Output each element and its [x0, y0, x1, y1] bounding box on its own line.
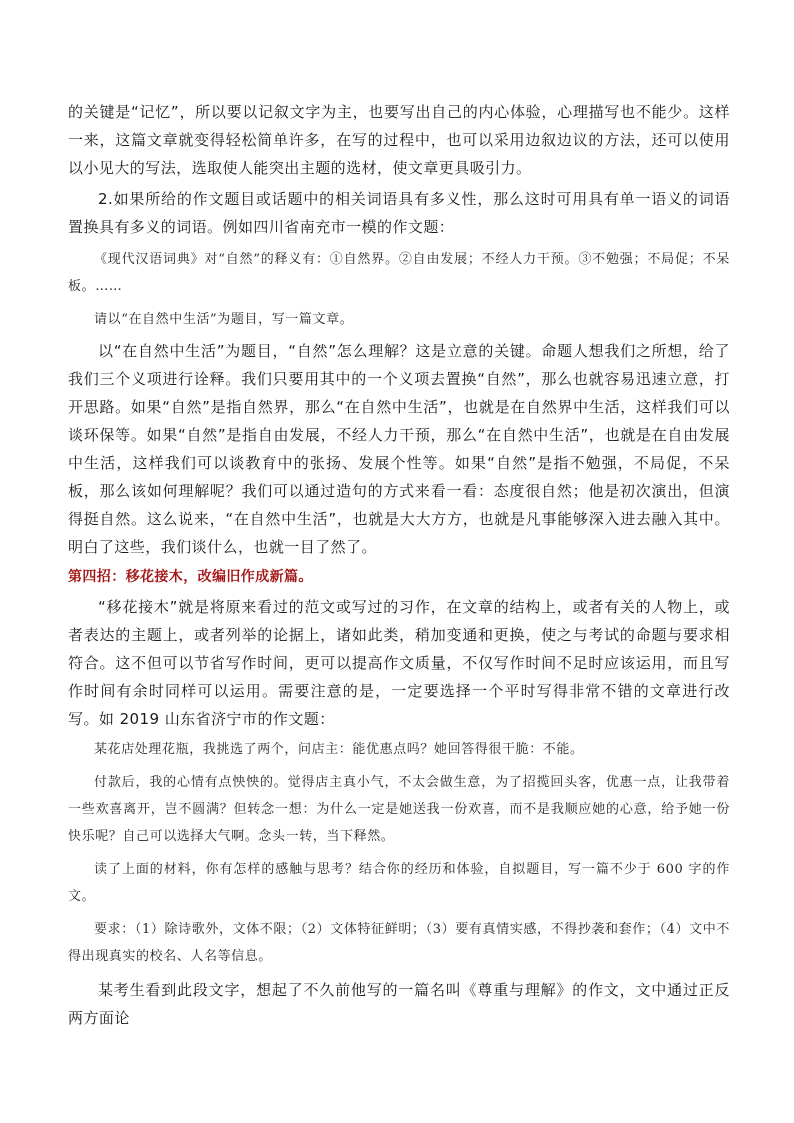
quote-essay-requirements: 要求：（1）除诗歌外，文体不限；（2）文体特征鲜明；（3）要有真情实感，不得抄袭和套作；（4）文中不得出现真实的校名、人名等信息。	[68, 922, 730, 964]
document-body	[68, 98, 730, 1032]
quote-flower-shop-1: 某花店处理花瓶，我挑选了两个，问店主：能优惠点吗？她回答得很干脆：不能。	[94, 742, 584, 757]
paragraph-student-example: 某考生看到此段文字，想起了不久前他写的一篇名叫《尊重与理解》的作文，文中通过正反两方面论	[68, 981, 730, 1027]
section-heading-fourth-trick: 第四招：移花接木，改编旧作成新篇。	[68, 569, 313, 585]
paragraph-nature-analysis: 以“在自然中生活”为题目，“自然”怎么理解？这是立意的关键。命题人想我们之所想，给了我们三个义项进行诠释。我们只要用其中的一个义项去置换“自然”，那么也就容易迅速立意，打开思路。如果“自然”是指自然界，那么“在自然中生活”，也就是在自然界中生活，这样我们可以谈环保等。如果“自然”是指自由发展，不经人力干预，那么“在自然中生活”，也就是在自由发展中生活，这样我们可以谈教育中的张扬、发展个性等。如果“自然”是指不勉强，不局促，不呆板，那么该如何理解呢？我们可以通过造句的方式来看一看：态度很自然；他是初次演出，但演得挺自然。这么说来，“在自然中生活”，也就是大大方方，也就是凡事能够深入进去融入其中。明白了这些，我们谈什么，也就一目了然了。	[68, 342, 730, 556]
quote-writing-prompt: 请以“在自然中生活”为题目，写一篇文章。	[94, 312, 354, 327]
quote-essay-task: 读了上面的材料，你有怎样的感触与思考？结合你的经历和体验，自拟题目，写一篇不少于 600 字的作文。	[68, 862, 730, 904]
paragraph-polysemy-method: 2.如果所给的作文题目或话题中的相关词语具有多义性，那么这时可用具有单一语义的词语置换具有多义的词语。例如四川省南充市一模的作文题：	[68, 190, 730, 236]
quote-dictionary-definition: 《现代汉语词典》对“自然”的释义有：①自然界。②自由发展；不经人力干预。③不勉强；不局促；不呆板。……	[68, 252, 730, 294]
paragraph-transplant-method: “移花接木”就是将原来看过的范文或写过的习作，在文章的结构上，或者有关的人物上，或者表达的主题上，或者列举的论据上，诸如此类，稍加变通和更换，使之与考试的命题与要求相符合。这不但可以节省写作时间，更可以提高作文质量，不仅写作时间不足时应该运用，而且写作时间有余时同样可以运用。需要注意的是，一定要选择一个平时写得非常不错的文章进行改写。如 2019 山东省济宁市的作文题：	[68, 598, 730, 728]
paragraph-memory-narrative: 的关键是“记忆”，所以要以记叙文字为主，也要写出自己的内心体验，心理描写也不能少。这样一来，这篇文章就变得轻松简单许多，在写的过程中，也可以采用边叙边议的方法，还可以使用以小见大的写法，选取使人能突出主题的选材，使文章更具吸引力。	[68, 103, 730, 177]
quote-flower-shop-2: 付款后，我的心情有点怏怏的。觉得店主真小气，不太会做生意，为了招揽回头客，优惠一点，让我带着一些欢喜离开，岂不圆满？但转念一想：为什么一定是她送我一份欢喜，而不是我顺应她的心意，给予她一份快乐呢？自己可以选择大气啊。念头一转，当下释然。	[68, 775, 730, 844]
